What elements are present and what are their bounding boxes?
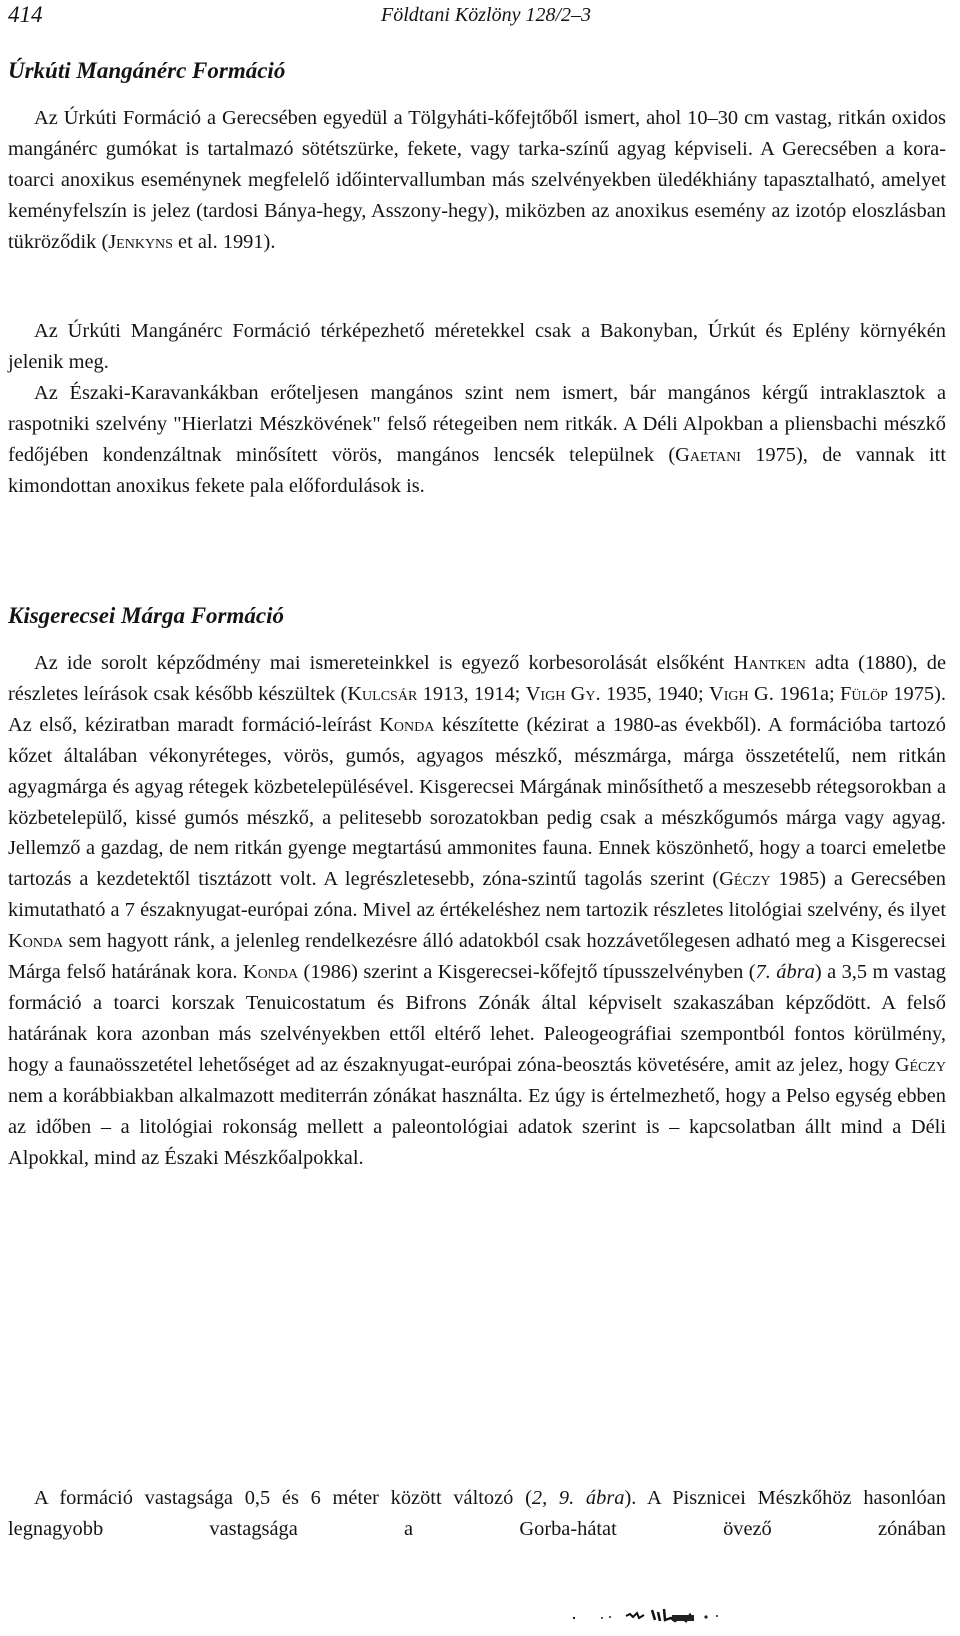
text-run: et al. 1991).: [172, 230, 276, 253]
page-number: 414: [8, 2, 43, 27]
page-header: [8, 0, 946, 40]
text-run: 1961a;: [773, 682, 841, 705]
text-run: készítette (kézirat a 1980-as évekből). A formációba tartozó kőzet általában vékonyréteges, vörös, gumós, agyagos mészkő, mészmárga, márga összetételű, nem ritkán agyagmárga és agyag rétegek közbetelepülésével. Kisgerecsei Márgának minősíthető a meszesebb rétegsorokban a közbetelepülő, kissé gumós mészkő, a pelitesebb sorozatokban pedig csak a mészkőgumós márga vagy agyag. Jellemző a gazdag, de nem ritkán gyenge megtartású ammonites fauna. Ennek köszönhető, hogy a toarci emeletbe tartozás a kezdetektől tisztázott volt. A legrészletesebb, zóna-szintű tagolás szerint (: [8, 713, 946, 891]
text-run: 1985) a Gerecsében kimutatható a 7 északnyugat-európai zóna. Mivel az értékeléshez nem tartozik részletes litológiai szelvény, és ilyet: [8, 868, 946, 922]
author-citation: Fülöp: [840, 682, 888, 705]
text-run: Az Északi-Karavankákban erőteljesen mangános szint nem ismert, bár mangános kérgű intraklasztok a raspotniki szelvény "Hierlatzi Mészkövének" felső rétegeiben nem ritkák. A Déli Alpokban a pliensbachi mészkő fedőjében kondenzáltnak minősített vörös, mangános lencsék települnek (: [8, 382, 946, 466]
section-title-kisgerecsei: Kisgerecsei Márga Formáció: [8, 603, 284, 628]
text-run: 1913, 1914;: [417, 682, 526, 705]
scan-artifact: [564, 1604, 754, 1624]
text-run: sem hagyott ránk, a jelenleg rendelkezésre álló adatokból csak hozzávetőlegesen adható meg a Kisgerecsei Márga felső határának kora.: [8, 930, 946, 984]
text-run: A formáció vastagsága 0,5 és 6 méter között változó (: [34, 1487, 532, 1509]
figure-reference: 7. ábra: [755, 961, 815, 984]
author-citation: Vigh Gy.: [525, 682, 601, 705]
figure-reference: 2, 9. ábra: [531, 1487, 625, 1509]
text-run: Az Úrkúti Formáció a Gerecsében egyedül a Tölgyháti-kőfejtőből ismert, ahol 10–30 cm vastag, ritkán oxidos mangánérc gumókat is tartalmazó sötétszürke, fekete, vagy tarka-színű agyag képviseli. A Gerecsében a kora-toarci anoxikus eseménynek megfelelő időintervallumban más szelvényekben üledékhiány tapasztalható, amelyet keményfelszín is jelez (tardosi Bánya-hegy, Asszony-hegy), miközben az anoxikus esemény az izotóp eloszlásban tükröződik (: [8, 107, 946, 253]
paragraph-urkuti-1: [8, 103, 946, 258]
author-citation: Konda: [242, 961, 299, 984]
text-run: ). A Pisznicei Mészkőhöz hasonlóan legnagyobb vastagsága a Gorba-hátat övező zónában: [8, 1487, 946, 1540]
author-citation: Kulcsár: [347, 682, 418, 705]
author-citation: Géczy: [894, 1053, 946, 1076]
journal-running-head: Földtani Közlöny 128/2–3: [381, 4, 591, 26]
text-run: nem a korábbiakban alkalmazott mediterrán zónákat használta. Ez úgy is értelmezhető, hogy a Pelso egység ebben az időben – a litológiai rokonság mellett a paleontológiai adatok szerint is – kapcsolatban állt mind a Déli Alpokkal, mind az Északi Mészkőalpokkal.: [8, 1084, 946, 1169]
paragraph-kisgerecsei-2: [8, 1483, 946, 1545]
text-run: 1935, 1940;: [600, 682, 710, 705]
author-citation: Konda: [8, 930, 64, 953]
text-run: Az ide sorolt képződmény mai ismereteinkkel is egyező korbesorolását elsőként: [34, 652, 734, 674]
author-citation: Vigh G.: [709, 682, 774, 705]
text-run: (1986) szerint a Kisgerecsei-kőfejtő típusszelvényben (: [298, 961, 756, 984]
author-citation: Jenkyns: [108, 230, 173, 253]
paragraph-kisgerecsei-1: [8, 648, 946, 1173]
author-citation: Géczy: [719, 868, 771, 891]
text-run: adta (1880), de részletes leírások csak később készültek (: [8, 652, 946, 705]
text-run: 1975), de vannak itt kimondottan anoxikus fekete pala előfordulások is.: [8, 443, 946, 497]
text-run: ) a 3,5 m vastag formáció a toarci korszak Tenuicostatum és Bifrons Zónák által képviselt szakaszában képződött. A felső határának kora azonban más szelvényekben ettől eltérő lehet. Paleogeográfiai szempontból fontos körülmény, hogy a faunaösszetétel lehetőséget ad az északnyugat-európai zóna-beosztás követésére, amit az jelez, hogy: [8, 961, 946, 1076]
paragraph-urkuti-2: Az Úrkúti Mangánérc Formáció térképezhető méretekkel csak a Bakonyban, Úrkút és Eplény környékén jelenik meg.: [8, 320, 946, 373]
author-citation: Hantken: [733, 652, 806, 674]
author-citation: Gaetani: [675, 443, 741, 466]
paragraph-urkuti-3: [8, 378, 946, 502]
author-citation: Konda: [379, 713, 435, 736]
text-run: 1975). Az első, kéziratban maradt formáció-leírást: [8, 682, 946, 736]
section-title-urkuti: Úrkúti Mangánérc Formáció: [8, 58, 286, 83]
document-page: [8, 0, 946, 1540]
